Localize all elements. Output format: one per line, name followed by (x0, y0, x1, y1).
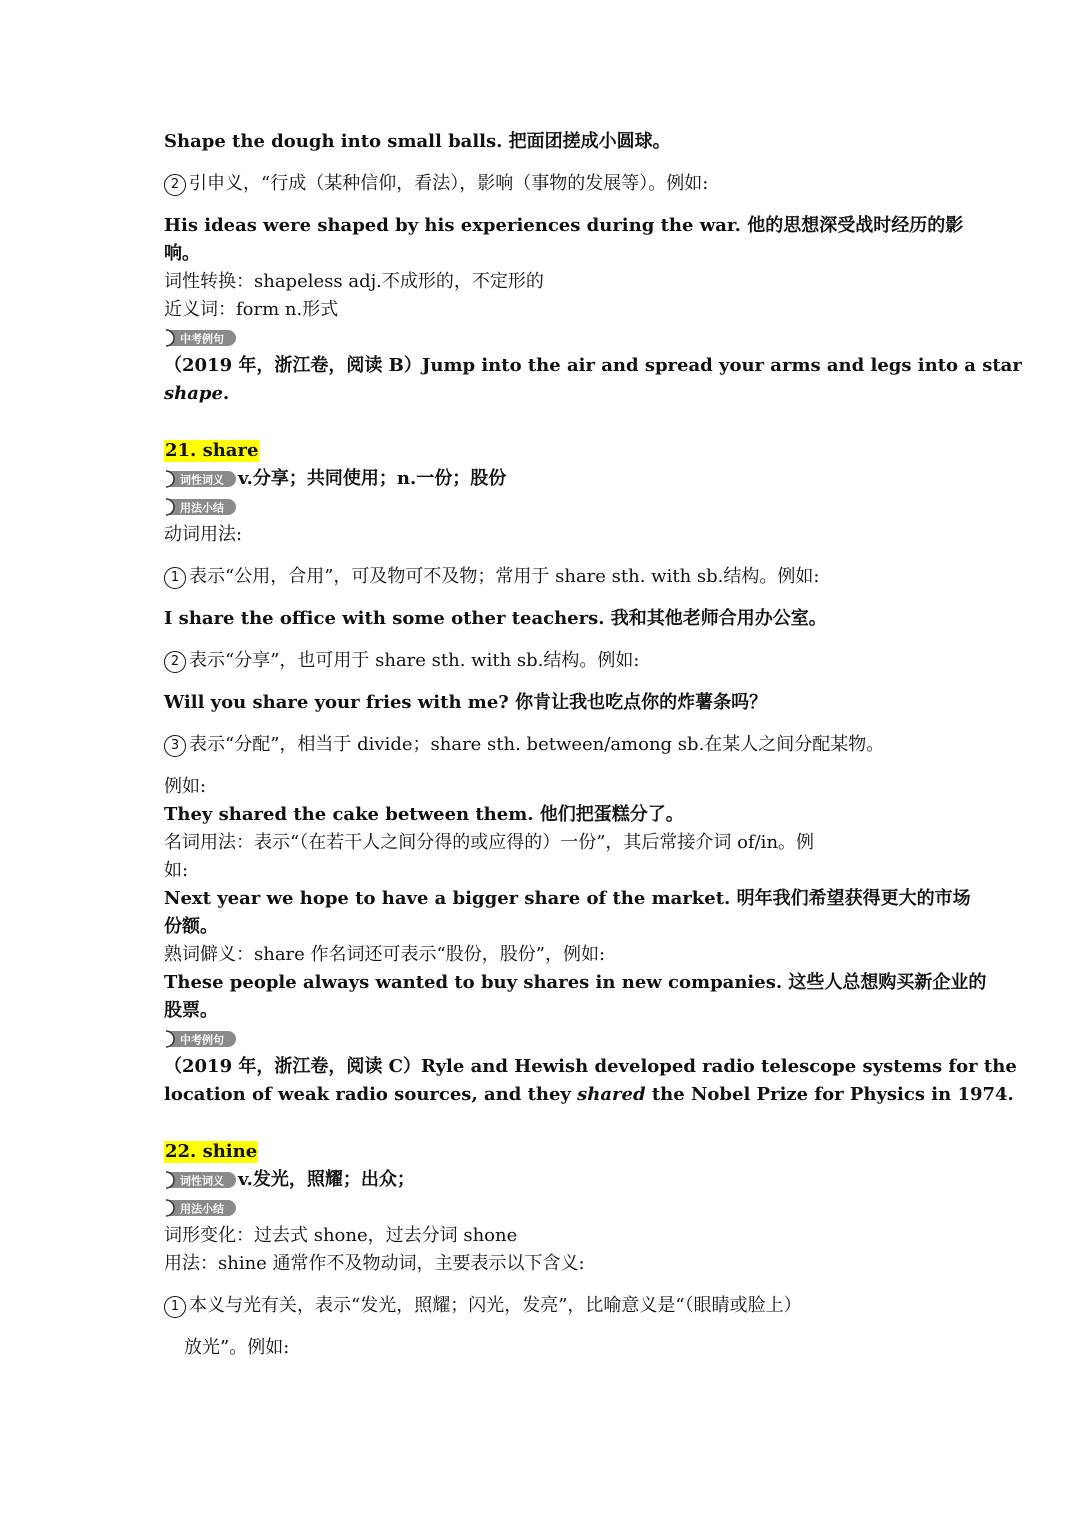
exam-example-line-2 (164, 380, 924, 408)
example-sentence-line-1: His ideas were shaped by his experiences during the war. 他的思想深受战时经历的影 (164, 215, 964, 236)
example-sentence-line-2: 份额。 (164, 916, 218, 937)
example-sentence-line-1: Next year we hope to have a bigger share of the market. 明年我们希望获得更大的市场 (164, 888, 971, 909)
badge-shape-icon (164, 1199, 238, 1217)
usage-badge (164, 1199, 238, 1217)
meaning-text: v.发光，照耀；出众； (238, 1169, 415, 1190)
badge-label: 用法小结 (180, 1202, 224, 1216)
word-forms-line: 词形变化：过去式 shone，过去分词 shone (164, 1225, 518, 1246)
badge-shape-icon (164, 329, 238, 347)
punctuation: . (222, 383, 230, 404)
badge-shape-icon (164, 470, 238, 488)
meaning-badge (164, 470, 238, 488)
meaning-row (164, 1166, 924, 1194)
verb-usage-label: 动词用法: (164, 524, 243, 545)
word-form-conversion: 词性转换：shapeless adj.不成形的，不定形的 (164, 271, 544, 292)
usage-badge-row (164, 1194, 924, 1222)
exam-example-badge-row (164, 324, 924, 352)
example-sentence-line-2: 股票。 (164, 1000, 218, 1021)
badge-shape-icon (164, 1030, 238, 1048)
example-sentence: Will you share your fries with me? 你肯让我也吃点你的炸薯条吗？ (164, 692, 768, 713)
exam-example-badge (164, 329, 238, 347)
exam-example-line-2 (164, 1081, 1014, 1109)
point-text: 表示“分配”，相当于 divide；share sth. between/among sb.在某人之间分配某物。 (189, 734, 885, 755)
italic-keyword: shape (164, 383, 223, 404)
circled-number-2: 2 (164, 651, 186, 673)
point-text: 本义与光有关，表示“发光，照耀；闪光，发亮”，比喻意义是“（眼睛或脸上） (189, 1295, 802, 1316)
exam-example-line-1: （2019 年，浙江卷，阅读 C）Ryle and Hewish developed radio telescope systems for the (164, 1056, 1017, 1077)
numbered-point (164, 563, 924, 591)
exam-text: location of weak radio sources, and they (164, 1084, 578, 1105)
exam-example-badge-row (164, 1025, 924, 1053)
numbered-point (164, 731, 924, 759)
circled-number-2: 2 (164, 174, 186, 196)
noun-usage-line-2: 如: (164, 860, 189, 881)
point-text: 表示“公用，合用”，可及物可不及物；常用于 share sth. with sb.结构。例如: (189, 566, 820, 587)
numbered-point (164, 1292, 924, 1320)
numbered-point (164, 647, 924, 675)
point-text: 引申义，“行成（某种信仰，看法），影响（事物的发展等）。例如: (189, 173, 709, 194)
example-sentence: Shape the dough into small balls. 把面团搓成小圆球。 (164, 131, 671, 152)
badge-shape-icon (164, 498, 238, 516)
badge-label: 中考例句 (180, 1033, 224, 1047)
usage-badge-row (164, 493, 924, 521)
rare-meaning-line: 熟词僻义：share 作名词还可表示“股份，股份”，例如: (164, 944, 606, 965)
point-continuation: 放光”。例如: (184, 1337, 290, 1358)
badge-label: 用法小结 (180, 501, 224, 515)
meaning-badge (164, 1171, 238, 1189)
exam-example-badge (164, 1030, 238, 1048)
example-sentence: I share the office with some other teachers. 我和其他老师合用办公室。 (164, 608, 827, 629)
entry-heading-shine: 22. shine (165, 1141, 258, 1162)
circled-number-1: 1 (164, 1296, 186, 1318)
meaning-row (164, 465, 924, 493)
numbered-point (164, 170, 924, 198)
circled-number-1: 1 (164, 567, 186, 589)
badge-shape-icon (164, 1171, 238, 1189)
badge-label: 中考例句 (180, 332, 224, 346)
exam-text: the Nobel Prize for Physics in 1974. (645, 1084, 1014, 1105)
entry-heading-share: 21. share (165, 440, 259, 461)
usage-line: 用法：shine 通常作不及物动词，主要表示以下含义: (164, 1253, 585, 1274)
badge-label: 词性词义 (180, 1174, 224, 1188)
exam-example-line-1: （2019 年，浙江卷，阅读 B）Jump into the air and spread your arms and legs into a star (164, 355, 1022, 376)
circled-number-3: 3 (164, 735, 186, 757)
example-sentence-line-2: 响。 (164, 243, 200, 264)
noun-usage-line-1: 名词用法：表示“（在若干人之间分得的或应得的）一份”，其后常接介词 of/in。例 (164, 832, 815, 853)
point-text: 表示“分享”，也可用于 share sth. with sb.结构。例如: (189, 650, 640, 671)
example-label: 例如: (164, 776, 207, 797)
meaning-text: v.分享；共同使用；n.一份；股份 (238, 468, 507, 489)
synonym-line: 近义词：form n.形式 (164, 299, 339, 320)
badge-label: 词性词义 (180, 473, 224, 487)
usage-badge (164, 498, 238, 516)
example-sentence-line-1: These people always wanted to buy shares in new companies. 这些人总想购买新企业的 (164, 972, 987, 993)
italic-keyword: shared (577, 1084, 646, 1105)
entry-heading-row (164, 437, 924, 465)
example-sentence: They shared the cake between them. 他们把蛋糕分了。 (164, 804, 684, 825)
entry-heading-row (164, 1138, 924, 1166)
document-page (164, 128, 1022, 1362)
